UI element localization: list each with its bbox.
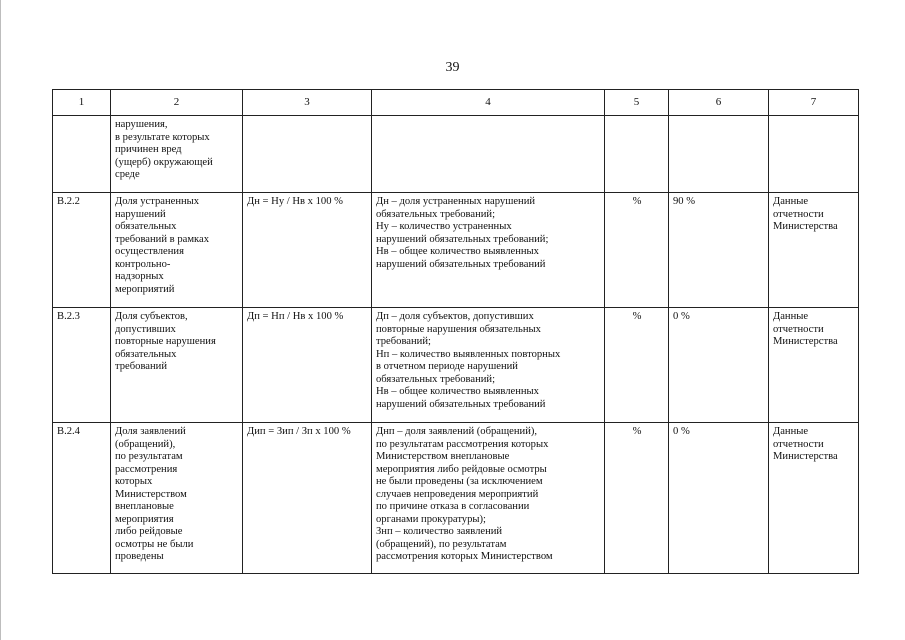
indicator-description: Дн – доля устраненных нарушений обязательных требований; Ну – количество устраненных нарушений обязательных требований; Нв – общее количество выявленных нарушений обязательных требований (372, 193, 605, 308)
column-header: 6 (669, 90, 769, 116)
indicator-code: В.2.3 (53, 308, 111, 423)
indicator-formula: Дп = Нп / Нв х 100 % (243, 308, 372, 423)
indicator-code (53, 116, 111, 193)
indicator-source (769, 116, 859, 193)
indicator-code: В.2.4 (53, 423, 111, 574)
indicator-target: 90 % (669, 193, 769, 308)
indicator-target: 0 % (669, 423, 769, 574)
page-edge-line (0, 0, 1, 640)
indicator-unit: % (605, 193, 669, 308)
table-header-row (53, 90, 859, 116)
table-row (53, 193, 859, 308)
indicator-code: В.2.2 (53, 193, 111, 308)
indicator-source: Данные отчетности Министерства (769, 423, 859, 574)
indicator-name: Доля субъектов, допустивших повторные нарушения обязательных требований (111, 308, 243, 423)
indicator-source: Данные отчетности Министерства (769, 193, 859, 308)
indicator-description: Дп – доля субъектов, допустивших повторные нарушения обязательных требований; Нп – количество выявленных повторных в отчетном периоде нарушений обязательных требований; Нв – общее количество выявленных нарушений обязательных требований (372, 308, 605, 423)
column-header: 5 (605, 90, 669, 116)
indicator-unit: % (605, 308, 669, 423)
indicator-name: нарушения, в результате которых причинен вред (ущерб) окружающей среде (111, 116, 243, 193)
indicator-formula: Дип = Зип / Зп х 100 % (243, 423, 372, 574)
column-header: 7 (769, 90, 859, 116)
indicator-source: Данные отчетности Министерства (769, 308, 859, 423)
indicators-table (52, 89, 859, 574)
table-row (53, 308, 859, 423)
indicator-target: 0 % (669, 308, 769, 423)
column-header: 1 (53, 90, 111, 116)
indicator-unit (605, 116, 669, 193)
indicator-description (372, 116, 605, 193)
column-header: 4 (372, 90, 605, 116)
indicator-description: Днп – доля заявлений (обращений), по результатам рассмотрения которых Министерством внеплановые мероприятия либо рейдовые осмотры не были проведены (за исключением случаев непроведения мероприятий по причине отказа в согласовании органами прокуратуры); Знп – количество заявлений (обращений), по результатам рассмотрения которых Министерством (372, 423, 605, 574)
indicator-name: Доля устраненных нарушений обязательных требований в рамках осуществления контрольно- надзорных мероприятий (111, 193, 243, 308)
page-number: 39 (445, 60, 460, 75)
indicator-formula: Дн = Ну / Нв х 100 % (243, 193, 372, 308)
column-header: 3 (243, 90, 372, 116)
table-row (53, 423, 859, 574)
column-header: 2 (111, 90, 243, 116)
table-row (53, 116, 859, 193)
indicator-unit: % (605, 423, 669, 574)
indicator-target (669, 116, 769, 193)
indicator-formula (243, 116, 372, 193)
indicator-name: Доля заявлений (обращений), по результатам рассмотрения которых Министерством внеплановые мероприятия либо рейдовые осмотры не были проведены (111, 423, 243, 574)
